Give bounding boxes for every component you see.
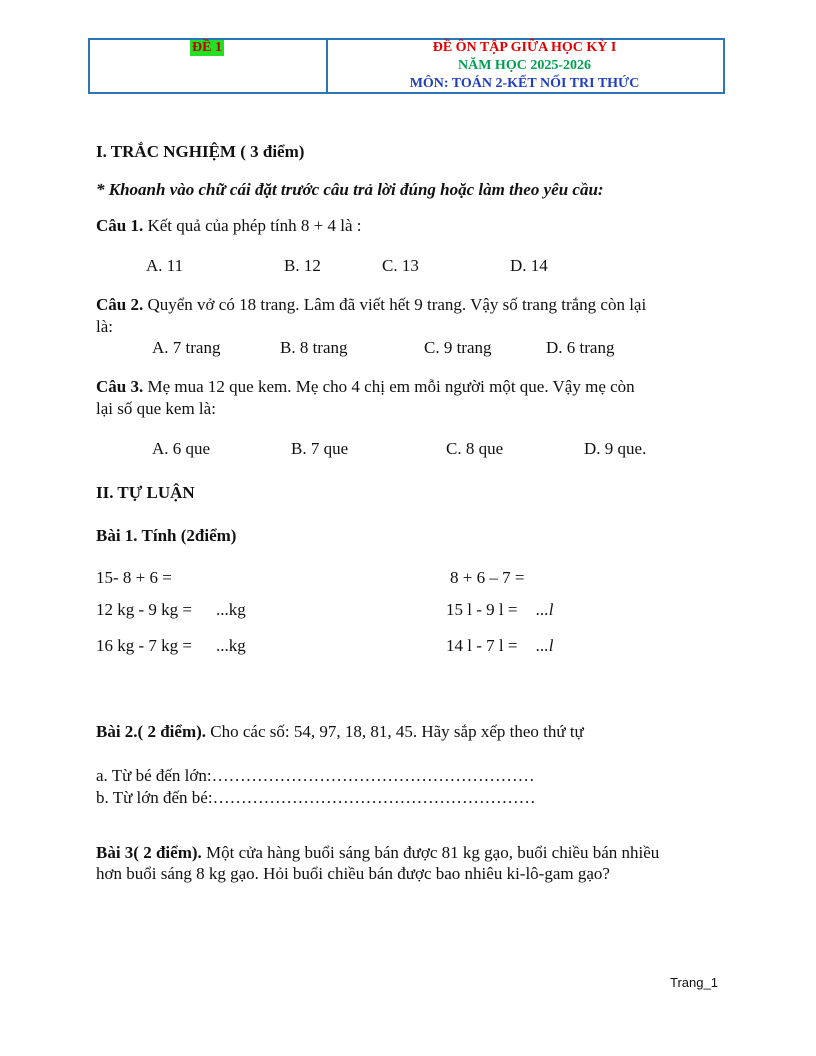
section1-instruction: * Khoanh vào chữ cái đặt trước câu trả lời đúng hoặc làm theo yêu cầu: (96, 180, 604, 199)
question-3 (96, 377, 635, 397)
subject-line: MÔN: TOÁN 2-KẾT NỐI TRI THỨC (409, 76, 640, 91)
q2-option-b[interactable]: B. 8 trang (280, 338, 348, 357)
question-2-continued: là: (96, 317, 113, 336)
q3-option-d[interactable]: D. 9 que. (584, 439, 647, 458)
section1-title: I. TRẮC NGHIỆM ( 3 điểm) (96, 142, 305, 161)
question-1 (96, 216, 362, 236)
q1-option-c[interactable]: C. 13 (382, 256, 419, 275)
question-3-continued: lại số que kem là: (96, 399, 216, 418)
bai3-question (96, 843, 659, 863)
q1-option-d[interactable]: D. 14 (510, 256, 548, 275)
q3-option-b[interactable]: B. 7 que (291, 439, 349, 458)
bai3-label: Bài 3( 2 điểm). (96, 843, 202, 862)
bai1-right-3: 14 l - 7 l = (446, 636, 518, 655)
bai2-part-a: a. Từ bé đến lớn:………………………………………………… (96, 766, 535, 785)
exam-number-badge: ĐỀ 1 (192, 40, 222, 55)
bai1-left-3: 16 kg - 7 kg = (96, 636, 192, 655)
exam-title: ĐỀ ÔN TẬP GIỮA HỌC KỲ I (432, 40, 617, 55)
bai2-label: Bài 2.( 2 điểm). (96, 722, 207, 741)
question-text: Quyển vở có 18 trang. Lâm đã viết hết 9 trang. Vậy số trang trắng còn lại (143, 295, 647, 314)
q1-option-a[interactable]: A. 11 (146, 256, 184, 275)
question-label: Câu 3. (96, 377, 144, 396)
bai1-left-1: 15- 8 + 6 = (96, 568, 172, 587)
school-year: NĂM HỌC 2025-2026 (458, 58, 591, 73)
page-number: Trang_1 (670, 975, 718, 990)
bai2-question (96, 722, 584, 742)
q2-option-d[interactable]: D. 6 trang (546, 338, 615, 357)
question-text: Kết quả của phép tính 8 + 4 là : (143, 216, 362, 235)
question-2 (96, 295, 646, 315)
section2-title: II. TỰ LUẬN (96, 483, 195, 502)
bai1-right-3-blank: ...l (536, 636, 554, 655)
header-box (88, 38, 725, 94)
bai3-continued: hơn buổi sáng 8 kg gạo. Hỏi buổi chiều bán được bao nhiêu ki-lô-gam gạo? (96, 864, 610, 883)
bai1-right-2-blank: ...l (536, 600, 554, 619)
bai1-right-1: 8 + 6 – 7 = (450, 568, 525, 587)
question-label: Câu 2. (96, 295, 144, 314)
bai1-left-2: 12 kg - 9 kg = (96, 600, 192, 619)
q3-option-c[interactable]: C. 8 que (446, 439, 504, 458)
bai2-part-b: b. Từ lớn đến bé:………………………………………………… (96, 788, 536, 807)
question-label: Câu 1. (96, 216, 144, 235)
bai2-text: Cho các số: 54, 97, 18, 81, 45. Hãy sắp xếp theo thứ tự (206, 722, 584, 741)
q2-option-c[interactable]: C. 9 trang (424, 338, 492, 357)
q3-option-a[interactable]: A. 6 que (152, 439, 211, 458)
q2-option-a[interactable]: A. 7 trang (152, 338, 221, 357)
bai1-right-2: 15 l - 9 l = (446, 600, 518, 619)
question-text: Mẹ mua 12 que kem. Mẹ cho 4 chị em mỗi người một que. Vậy mẹ còn (143, 377, 635, 396)
bai1-left-2-blank: ...kg (216, 600, 246, 619)
bai3-text: Một cửa hàng buổi sáng bán được 81 kg gạo, buổi chiều bán nhiều (201, 843, 660, 862)
q1-option-b[interactable]: B. 12 (284, 256, 321, 275)
bai1-title: Bài 1. Tính (2điểm) (96, 526, 237, 545)
bai1-left-3-blank: ...kg (216, 636, 246, 655)
